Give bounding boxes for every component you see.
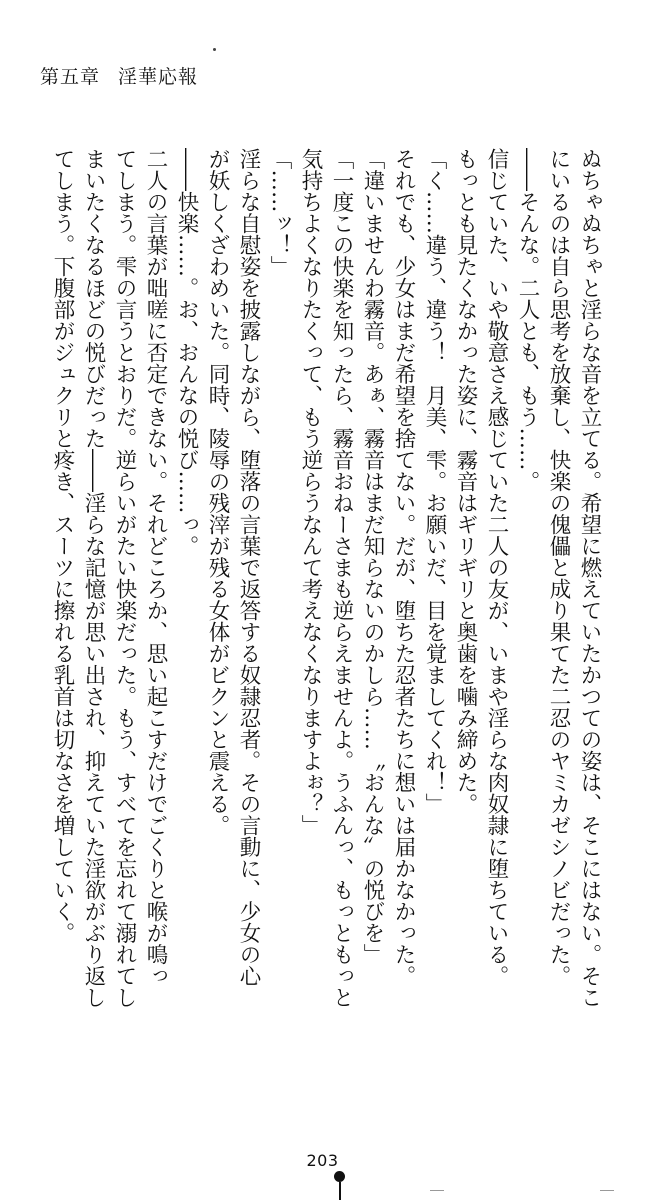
text-line: が妖しくざわめいた。同時、陵辱の残滓が残る女体がビクンと震える。 <box>205 148 230 836</box>
page-marker-dot <box>334 1171 345 1182</box>
text-line: てしまう。下腹部がジュクリと疼き、スーツに擦れる乳首は切なさを増していく。 <box>50 148 75 944</box>
text-line: ――そんな。二人とも、もう……。 <box>515 148 540 492</box>
text-line: 淫らな自慰姿を披露しながら、堕落の言葉で返答する奴隷忍者。その言動に、少女の心 <box>236 148 261 987</box>
text-line: 「違いませんわ霧音。あぁ、霧音はまだ知らないのかしら……〝おんな〟の悦びを」 <box>360 148 385 965</box>
chapter-number: 第五章 <box>40 66 101 88</box>
page-number: 203 <box>306 1151 339 1170</box>
text-line: まいたくなるほどの悦びだった――淫らな記憶が思い出され、抑えていた淫欲がぶり返し <box>81 148 106 1008</box>
text-line: 「一度この快楽を知ったら、霧音おねーさまも逆らえませんよ。うふんっ、もっともっと <box>329 148 354 1008</box>
text-line: 二人の言葉が咄嗟に否定できない。それどころか、思い起こすだけでごくりと喉が鳴っ <box>143 148 168 987</box>
text-line: ――快楽……。お、おんなの悦び……っ。 <box>174 148 199 557</box>
text-line: 気持ちよくなりたくって、もう逆らうなんて考えなくなりますよぉ？」 <box>298 148 323 836</box>
text-line: 信じていた、いや敬意さえ感じていた二人の友が、いまや淫らな肉奴隷に堕ちている。 <box>484 148 509 987</box>
chapter-header <box>40 68 198 87</box>
page-marker-line <box>339 1182 341 1200</box>
chapter-title: 淫華応報 <box>118 66 199 88</box>
text-line: もっとも見たくなかった姿に、霧音はギリギリと奥歯を噛み締めた。 <box>453 148 478 815</box>
text-line: にいるのは自ら思考を放棄し、快楽の傀儡と成り果てた二忍のヤミカゼシノビだった。 <box>546 148 571 987</box>
text-line: 「く……違う、違う！ 月美、雫。お願いだ、目を覚ましてくれ！」 <box>422 148 447 815</box>
text-line: 「……ッ！」 <box>267 148 292 277</box>
corner-mark <box>600 1190 614 1191</box>
stray-mark <box>213 48 216 51</box>
text-line: それでも、少女はまだ希望を捨てない。だが、堕ちた忍者たちに想いは届かなかった。 <box>391 148 416 987</box>
body-text <box>50 148 605 1008</box>
corner-mark <box>430 1190 444 1191</box>
text-line: てしまう。雫の言うとおりだ。逆らいがたい快楽だった。もう、すべてを忘れて溺れてし <box>112 148 137 1008</box>
text-line: ぬちゃぬちゃと淫らな音を立てる。希望に燃えていたかつての姿は、そこにはない。そこ <box>577 148 602 1008</box>
